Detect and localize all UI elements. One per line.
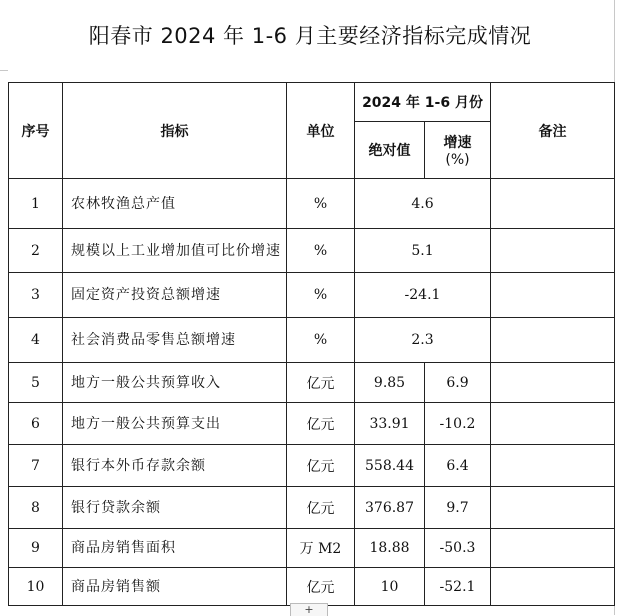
- row-seq: 3: [9, 273, 63, 318]
- header-remark: 备注: [491, 83, 615, 179]
- row-seq: 7: [9, 445, 63, 487]
- row-remark: [491, 179, 615, 229]
- row-remark: [491, 363, 615, 403]
- row-remark: [491, 273, 615, 318]
- indicator-table: [8, 82, 615, 606]
- header-growth-unit: (%): [445, 152, 470, 168]
- row-seq: 1: [9, 179, 63, 229]
- row-unit: 亿元: [287, 445, 355, 487]
- add-row-button[interactable]: +: [290, 603, 328, 616]
- table-row: [9, 529, 615, 568]
- row-value: 2.3: [355, 318, 491, 363]
- header-unit: 单位: [287, 83, 355, 179]
- row-growth: -10.2: [425, 403, 491, 445]
- row-growth: 9.7: [425, 487, 491, 529]
- table-row: [9, 179, 615, 229]
- row-absolute: 18.88: [355, 529, 425, 568]
- row-absolute: 376.87: [355, 487, 425, 529]
- row-seq: 10: [9, 568, 63, 606]
- row-growth: 6.9: [425, 363, 491, 403]
- row-growth: -52.1: [425, 568, 491, 606]
- row-value: 5.1: [355, 229, 491, 273]
- row-seq: 8: [9, 487, 63, 529]
- row-seq: 9: [9, 529, 63, 568]
- row-indicator: 银行贷款余额: [63, 487, 287, 529]
- row-unit: %: [287, 179, 355, 229]
- row-value: 4.6: [355, 179, 491, 229]
- page-title: 阳春市 2024 年 1-6 月主要经济指标完成情况: [88, 24, 532, 48]
- row-unit: %: [287, 229, 355, 273]
- row-unit: 亿元: [287, 403, 355, 445]
- row-unit: 亿元: [287, 363, 355, 403]
- row-indicator: 农林牧渔总产值: [63, 179, 287, 229]
- table-row: [9, 273, 615, 318]
- row-unit: 亿元: [287, 487, 355, 529]
- table-row: [9, 363, 615, 403]
- page-margin-guide-horizontal: [0, 70, 8, 71]
- row-remark: [491, 529, 615, 568]
- row-seq: 4: [9, 318, 63, 363]
- row-indicator: 商品房销售面积: [63, 529, 287, 568]
- header-period: 2024 年 1-6 月份: [355, 83, 491, 122]
- row-growth: 6.4: [425, 445, 491, 487]
- row-unit: 亿元: [287, 568, 355, 606]
- row-indicator: 银行本外币存款余额: [63, 445, 287, 487]
- header-growth: [425, 122, 491, 179]
- header-absolute: 绝对值: [355, 122, 425, 179]
- row-seq: 2: [9, 229, 63, 273]
- row-unit: 万 M2: [287, 529, 355, 568]
- row-indicator: 社会消费品零售总额增速: [63, 318, 287, 363]
- row-indicator: 固定资产投资总额增速: [63, 273, 287, 318]
- header-indicator: 指标: [63, 83, 287, 179]
- header-seq: 序号: [9, 83, 63, 179]
- row-remark: [491, 568, 615, 606]
- row-unit: %: [287, 273, 355, 318]
- row-remark: [491, 445, 615, 487]
- row-indicator: 地方一般公共预算收入: [63, 363, 287, 403]
- row-unit: %: [287, 318, 355, 363]
- row-seq: 6: [9, 403, 63, 445]
- row-indicator: 商品房销售额: [63, 568, 287, 606]
- row-absolute: 33.91: [355, 403, 425, 445]
- row-remark: [491, 229, 615, 273]
- table-row: [9, 318, 615, 363]
- table-row: [9, 487, 615, 529]
- row-indicator: 地方一般公共预算支出: [63, 403, 287, 445]
- table-row: [9, 445, 615, 487]
- row-remark: [491, 487, 615, 529]
- row-value: -24.1: [355, 273, 491, 318]
- table-row: [9, 229, 615, 273]
- row-remark: [491, 403, 615, 445]
- table-row: [9, 568, 615, 606]
- row-absolute: 558.44: [355, 445, 425, 487]
- row-remark: [491, 318, 615, 363]
- row-seq: 5: [9, 363, 63, 403]
- row-absolute: 9.85: [355, 363, 425, 403]
- row-indicator: 规模以上工业增加值可比价增速: [63, 229, 287, 273]
- row-growth: -50.3: [425, 529, 491, 568]
- header-growth-label: 增速: [443, 135, 472, 151]
- header-row: [9, 83, 615, 122]
- table-row: [9, 403, 615, 445]
- row-absolute: 10: [355, 568, 425, 606]
